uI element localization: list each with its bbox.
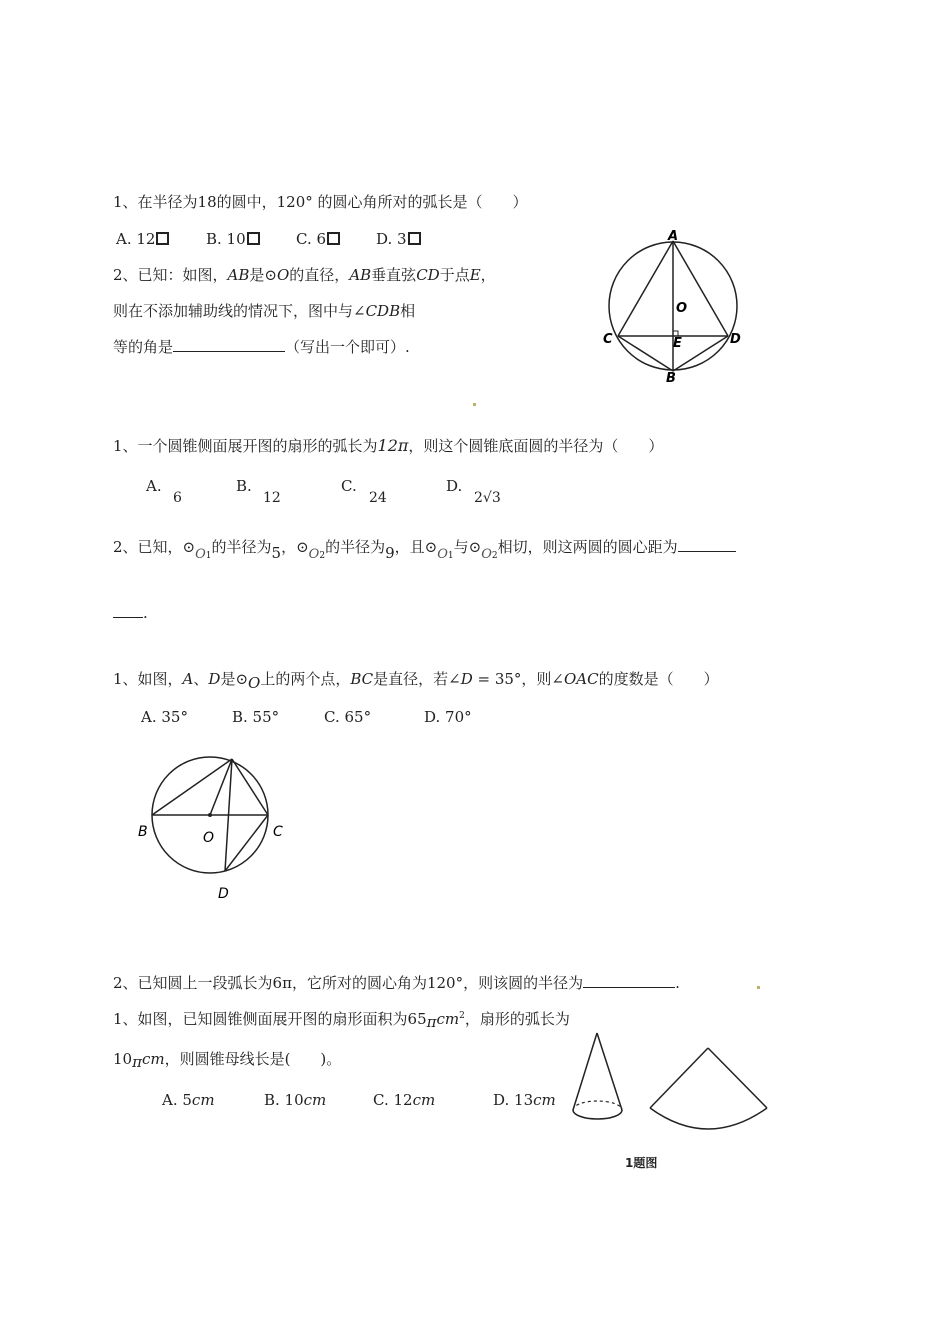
q1b-option-b-label: B. xyxy=(236,477,252,495)
question-2a-line-3: 等的角是 （写出一个即可）. xyxy=(113,338,410,356)
answer-blank xyxy=(113,616,143,618)
cone-figure xyxy=(565,1025,780,1140)
question-1b-text: 1、一个圆锥侧面展开图的扇形的弧长为12π，则这个圆锥底面圆的半径为（ ） xyxy=(113,436,664,455)
q1a-option-d: D. 3 xyxy=(376,232,421,247)
missing-glyph-icon xyxy=(156,232,169,245)
q1b-option-d-value: 2√3 xyxy=(474,490,501,506)
q1b-option-a-value: 6 xyxy=(173,490,182,506)
label-o: O xyxy=(203,830,215,846)
segment-ad xyxy=(673,241,728,336)
cone-base-back xyxy=(573,1101,622,1110)
q1b-option-a-label: A. xyxy=(146,477,162,495)
label-c: C xyxy=(273,824,283,840)
label-c: C xyxy=(603,332,613,347)
label-o: O xyxy=(676,301,688,316)
question-1a-text: 1、在半径为18的圆中，120° 的圆心角所对的弧长是（ ） xyxy=(113,193,528,211)
label-b: B xyxy=(138,824,148,840)
answer-blank xyxy=(583,986,675,988)
question-2b-text: 2、已知，$⊙O_1$的半径为5，$⊙O_2$的半径为9，且$⊙O_1$与$⊙O_2$相切，则这两圆的圆心距为 xyxy=(113,540,736,555)
q1a-option-c: C. 6 xyxy=(296,232,340,247)
q1b-option-c-label: C. xyxy=(341,477,357,495)
q1d-option-c: C. 12cm xyxy=(373,1091,436,1109)
q1d-option-d: D. 13cm xyxy=(493,1091,556,1109)
segment-ac xyxy=(618,241,673,336)
q1a-option-b: B. 10 xyxy=(206,232,260,247)
label-a: A xyxy=(668,229,679,244)
cone-left-edge xyxy=(573,1033,597,1110)
q1b-option-c-value: 24 xyxy=(369,490,387,506)
missing-glyph-icon xyxy=(247,232,260,245)
q1d-option-b: B. 10cm xyxy=(264,1091,327,1109)
missing-glyph-icon xyxy=(408,232,421,245)
label-b: B xyxy=(666,371,676,386)
figure-caption: 1题图 xyxy=(625,1156,658,1170)
stray-dot xyxy=(757,986,760,989)
q1c-option-c: C. 65° xyxy=(324,708,372,726)
q1c-option-a: A. 35° xyxy=(141,708,188,726)
cone-right-edge xyxy=(597,1033,622,1110)
segment-ab xyxy=(152,759,232,815)
label-d: D xyxy=(218,886,229,902)
label-e: E xyxy=(673,336,682,351)
question-2a-line-1: 2、已知：如图，AB是⊙O的直径，AB垂直弦CD于点E， xyxy=(113,266,496,284)
sector-arc xyxy=(650,1108,767,1129)
q1c-option-b: B. 55° xyxy=(232,708,280,726)
circle-figure-2 xyxy=(130,750,300,910)
segment-cb xyxy=(618,336,673,371)
answer-blank xyxy=(678,550,736,552)
label-d: D xyxy=(730,332,741,347)
sector-left-radius xyxy=(650,1048,708,1108)
q1b-option-b-value: 12 xyxy=(263,490,281,506)
center-point xyxy=(208,813,212,817)
question-2a-line-2: 则在不添加辅助线的情况下，图中与∠CDB相 xyxy=(113,302,416,320)
question-1d-line-2: 10πcm，则圆锥母线长是( )。 xyxy=(113,1050,342,1071)
question-2c-text: 2、已知圆上一段弧长为6π，它所对的圆心角为120°，则该圆的半径为 . xyxy=(113,974,680,992)
q1d-option-a: A. 5cm xyxy=(162,1091,215,1109)
segment-ac xyxy=(232,759,268,815)
sector-right-radius xyxy=(708,1048,767,1108)
cone-base-front xyxy=(573,1110,622,1119)
question-2b-tail: . xyxy=(113,606,148,621)
answer-blank xyxy=(173,350,285,352)
q1c-option-d: D. 70° xyxy=(424,708,472,726)
missing-glyph-icon xyxy=(327,232,340,245)
question-1c-text: 1、如图，A、D是⊙O上的两个点，BC是直径，若∠D = 35°，则∠OAC的度数是（ ） xyxy=(113,670,719,692)
q1a-option-a: A. 12 xyxy=(116,232,169,247)
question-1d-line-1: 1、如图，已知圆锥侧面展开图的扇形面积为65πcm$^2$，扇形的弧长为 xyxy=(113,1010,570,1031)
q1b-option-d-label: D. xyxy=(446,477,463,495)
circle-figure-1 xyxy=(600,226,750,386)
stray-dot xyxy=(473,403,476,406)
